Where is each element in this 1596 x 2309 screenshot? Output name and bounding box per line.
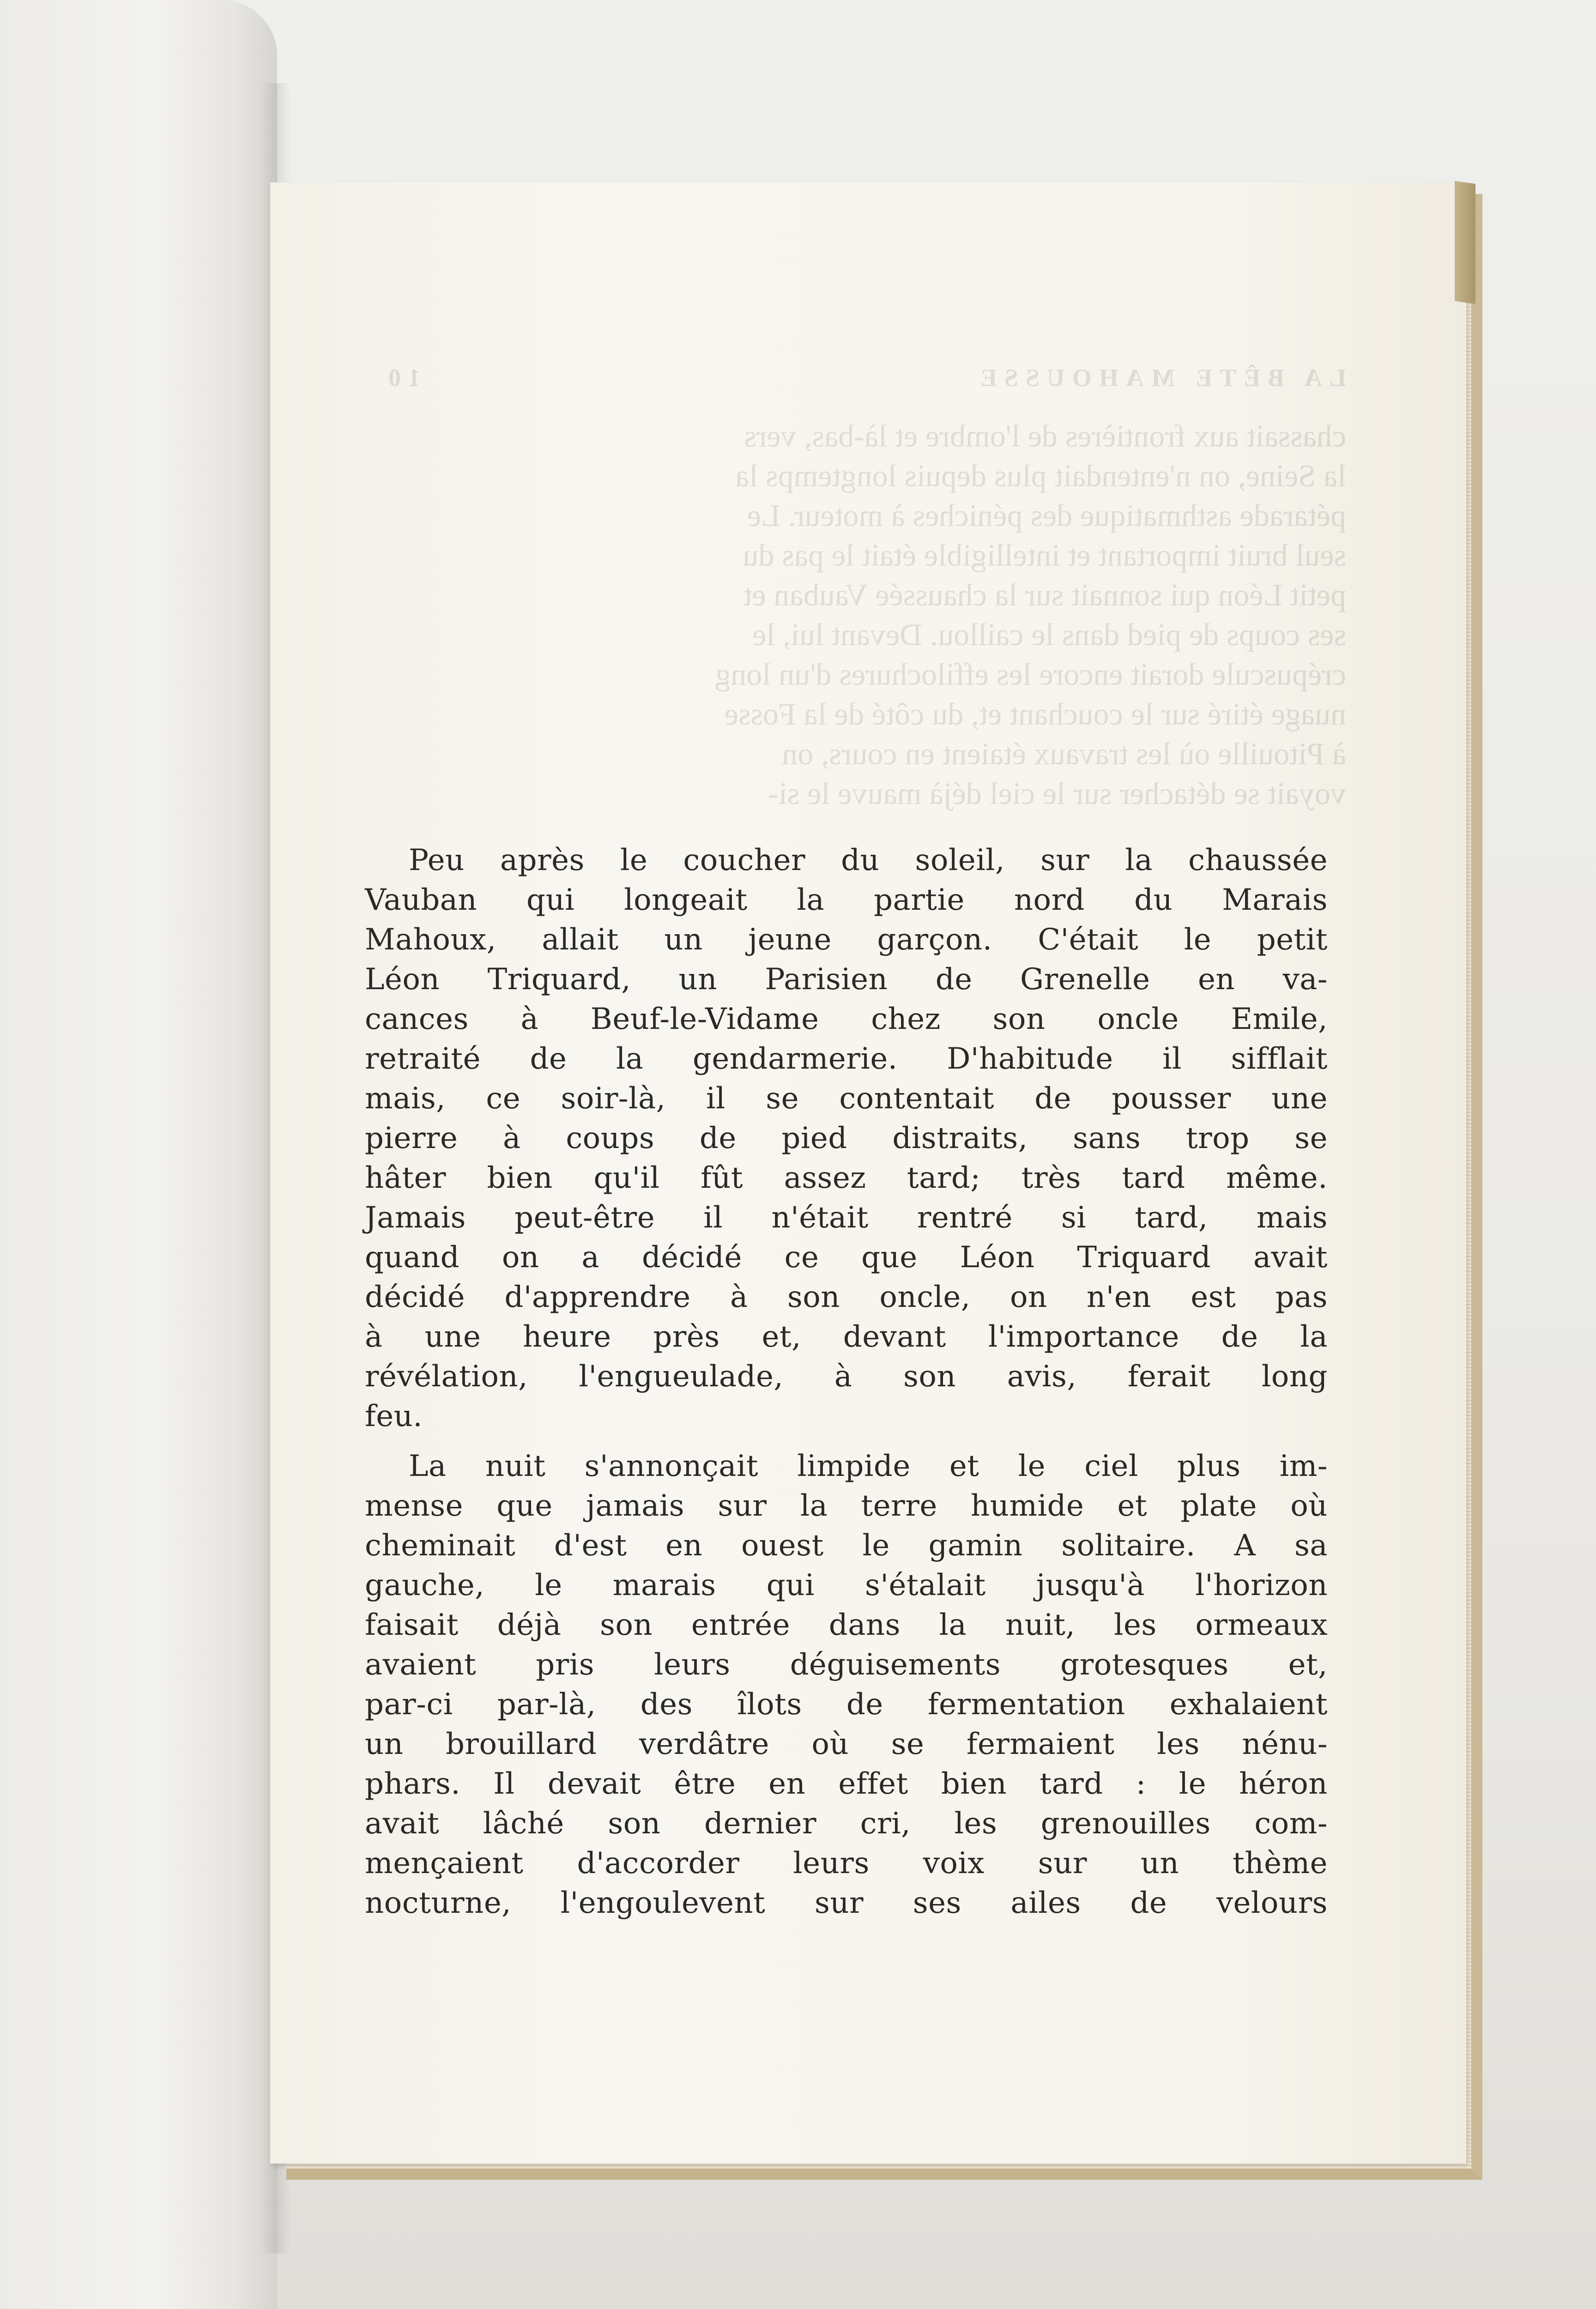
text-line: Peu après le coucher du soleil, sur la chaussée: [409, 843, 1328, 877]
verso-line: la Seine, on n'entendait plus depuis longtemps la: [735, 458, 1346, 493]
paragraph-2: [365, 1446, 1328, 1923]
verso-line: chassait aux frontières de l'ombre et là-bas, vers: [744, 418, 1346, 453]
text-line: avait lâché son dernier cri, les grenouilles com-: [365, 1807, 1328, 1841]
text-line: mais, ce soir-là, il se contentait de pousser une: [365, 1082, 1328, 1116]
text-line: par-ci par-là, des îlots de fermentation exhalaient: [365, 1687, 1328, 1722]
text-line: retraité de la gendarmerie. D'habitude il sifflait: [365, 1042, 1328, 1076]
text-line: faisait déjà son entrée dans la nuit, les ormeaux: [365, 1608, 1328, 1642]
verso-line: crépuscule dorait encore les effilochures d'un long: [715, 657, 1346, 692]
text-line: un brouillard verdâtre où se fermaient les nénu-: [365, 1727, 1328, 1761]
verso-line: nuage étiré sur le couchant et, du côté de la Fosse: [724, 696, 1346, 731]
text-line: hâter bien qu'il fût assez tard; très tard même.: [365, 1161, 1328, 1195]
text-line: mense que jamais sur la terre humide et plate où: [365, 1489, 1328, 1523]
text-line: à une heure près et, devant l'importance de la: [365, 1320, 1328, 1354]
verso-line: petit Léon qui sonnait sur la chaussée Vauban et: [743, 577, 1346, 612]
text-line: quand on a décidé ce que Léon Triquard avait: [365, 1240, 1328, 1275]
text-line: cheminait d'est en ouest le gamin solitaire. A sa: [365, 1529, 1328, 1563]
text-line: feu.: [365, 1399, 423, 1433]
text-line: pierre à coups de pied distraits, sans trop se: [365, 1121, 1328, 1155]
text-line: décidé d'apprendre à son oncle, on n'en est pas: [365, 1280, 1328, 1314]
left-facing-page: [0, 0, 277, 2309]
text-line: La nuit s'annonçait limpide et le ciel plus im-: [409, 1449, 1328, 1483]
verso-text: [381, 358, 1346, 813]
text-line: gauche, le marais qui s'étalait jusqu'à l'horizon: [365, 1568, 1328, 1602]
verso-line: seul bruit important et intelligible était le pas du: [743, 538, 1346, 573]
text-line: révélation, l'engueulade, à son avis, ferait long: [365, 1360, 1328, 1394]
paragraph-1: [365, 840, 1328, 1436]
verso-header-title: LA BÊTE MAHOUSSE: [973, 364, 1346, 392]
verso-running-header: [381, 358, 1346, 398]
verso-line: pétarade asthmatique des péniches à moteur. Le: [747, 498, 1346, 533]
text-line: Léon Triquard, un Parisien de Grenelle en va-: [365, 962, 1328, 997]
verso-line: à Pitouille où les travaux étaient en cours, on: [782, 736, 1346, 771]
text-line: avaient pris leurs déguisements grotesques et,: [365, 1648, 1328, 1682]
body-text: [365, 840, 1328, 1923]
paragraph-gap: [365, 1436, 1328, 1446]
text-line: nocturne, l'engoulevent sur ses ailes de velours: [365, 1886, 1328, 1920]
page-corner-edge: [1455, 181, 1475, 304]
text-line: phars. Il devait être en effet bien tard : le héron: [365, 1767, 1328, 1801]
text-line: Jamais peut-être il n'était rentré si tard, mais: [365, 1201, 1328, 1235]
text-line: Vauban qui longeait la partie nord du Marais: [365, 883, 1328, 917]
verso-page-number: 10: [381, 364, 421, 392]
text-line: mençaient d'accorder leurs voix sur un thème: [365, 1846, 1328, 1880]
verso-line: ses coups de pied dans le caillou. Devant lui, le: [752, 617, 1346, 652]
book-page: [270, 182, 1466, 2164]
text-line: Mahoux, allait un jeune garçon. C'était le petit: [365, 923, 1328, 957]
verso-line: voyait se détacher sur le ciel déjà mauve le si-: [768, 776, 1346, 811]
text-line: cances à Beuf-le-Vidame chez son oncle Emile,: [365, 1002, 1328, 1036]
